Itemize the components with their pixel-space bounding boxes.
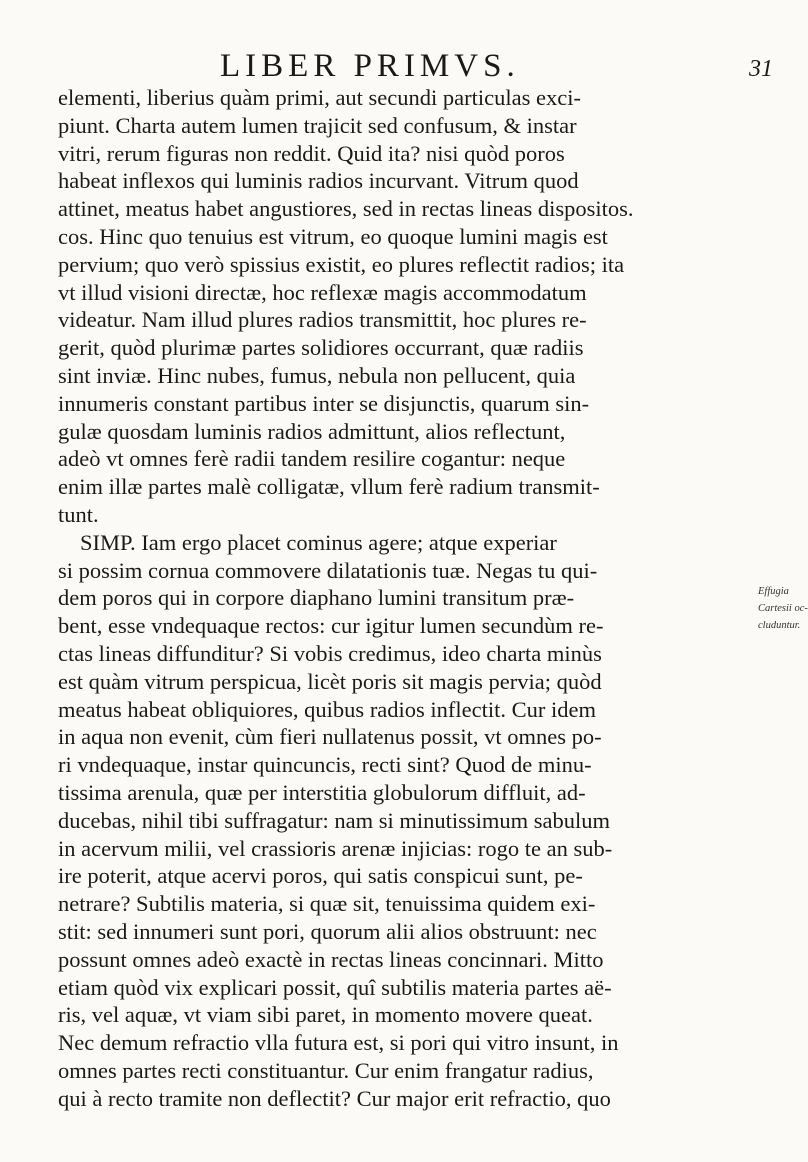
text-line: cos. Hinc quo tenuius est vitrum, eo quoque lumini magis est: [58, 223, 608, 249]
text-line: habeat inflexos qui luminis radios incurvant. Vitrum quod: [58, 168, 579, 194]
margin-note: [758, 583, 808, 634]
text-line: piunt. Charta autem lumen trajicit sed confusum, & instar: [58, 112, 577, 138]
text-line: elementi, liberius quàm primi, aut secundi particulas exci-: [58, 85, 581, 110]
text-line: netrare? Subtilis materia, si quæ sit, tenuissima quidem exi-: [58, 891, 596, 917]
text-line: ducebas, nihil tibi suffragatur: nam si minutissimum sabulum: [58, 807, 611, 833]
text-line: meatus habeat obliquiores, quibus radios inflectit. Cur idem: [58, 696, 597, 722]
text-line: ris, vel aquæ, vt viam sibi paret, in momento movere queat.: [58, 1002, 593, 1028]
text-line: innumeris constant partibus inter se disjunctis, quarum sin-: [58, 390, 590, 416]
margin-note-line: Effugia: [758, 586, 789, 597]
text-line: gulæ quosdam luminis radios admittunt, alios reflectunt,: [58, 418, 566, 444]
text-line: possunt omnes adeò exactè in rectas lineas concinnari. Mitto: [58, 946, 604, 972]
text-line: attinet, meatus habet angustiores, sed in rectas lineas dispositos.: [58, 196, 634, 222]
text-line: omnes partes recti constituantur. Cur enim frangatur radius,: [58, 1057, 594, 1083]
text-line: ire poterit, atque acervi poros, qui satis conspicui sunt, pe-: [58, 863, 583, 889]
running-head-title: LIBER PRIMVS.: [220, 48, 520, 84]
text-line: adeò vt omnes ferè radii tandem resilire cogantur: neque: [58, 446, 566, 472]
text-line: tunt.: [58, 501, 99, 527]
text-line: in acervum milii, vel crassioris arenæ injicias: rogo te an sub-: [58, 835, 613, 861]
text-line: ri vndequaque, instar quincuncis, recti sint? Quod de minu-: [58, 752, 592, 778]
text-line: stit: sed innumeri sunt pori, quorum alii alios obstruunt: nec: [58, 918, 597, 944]
text-line: tissima arenula, quæ per interstitia globulorum diffluit, ad-: [58, 779, 586, 805]
text-line: sint inviæ. Hinc nubes, fumus, nebula non pellucent, quia: [58, 362, 576, 388]
text-line: vt illud visioni directæ, hoc reflexæ magis accommodatum: [58, 279, 587, 305]
margin-note-line: cluduntur.: [758, 620, 801, 631]
text-line: enim illæ partes malè colligatæ, vllum ferè radium transmit-: [58, 474, 600, 500]
text-line: dem poros qui in corpore diaphano lumini transitum præ-: [58, 585, 575, 611]
body-text: [58, 84, 770, 1112]
text-line: SIMP. Iam ergo placet cominus agere; atque experiar: [80, 529, 557, 555]
text-line: gerit, quòd plurimæ partes solidiores occurrant, quæ radiis: [58, 335, 584, 361]
text-line: in aqua non evenit, cùm fieri nullatenus possit, vt omnes po-: [58, 724, 602, 750]
margin-note-line: Cartesii oc-: [758, 603, 808, 614]
text-line: pervium; quo verò spissius existit, eo plures reflectit radios; ita: [58, 251, 625, 277]
text-line: si possim cornua commovere dilatationis tuæ. Negas tu qui-: [58, 557, 598, 583]
text-line: qui à recto tramite non deflectit? Cur major erit refractio, quo: [58, 1085, 611, 1111]
text-line: Nec demum refractio vlla futura est, si pori qui vitro insunt, in: [58, 1030, 619, 1056]
text-line: etiam quòd vix explicari possit, quî subtilis materia partes aë-: [58, 974, 612, 1000]
page-number: 31: [749, 56, 773, 82]
running-head: [0, 38, 800, 88]
text-line: bent, esse vndequaque rectos: cur igitur lumen secundùm re-: [58, 613, 604, 639]
text-line: videatur. Nam illud plures radios transmittit, hoc plures re-: [58, 307, 587, 333]
text-line: ctas lineas diffunditur? Si vobis credimus, ideo charta minùs: [58, 640, 602, 666]
text-line: vitri, rerum figuras non reddit. Quid ita? nisi quòd poros: [58, 140, 565, 166]
text-line: est quàm vitrum perspicua, licèt poris sit magis pervia; quòd: [58, 668, 602, 694]
